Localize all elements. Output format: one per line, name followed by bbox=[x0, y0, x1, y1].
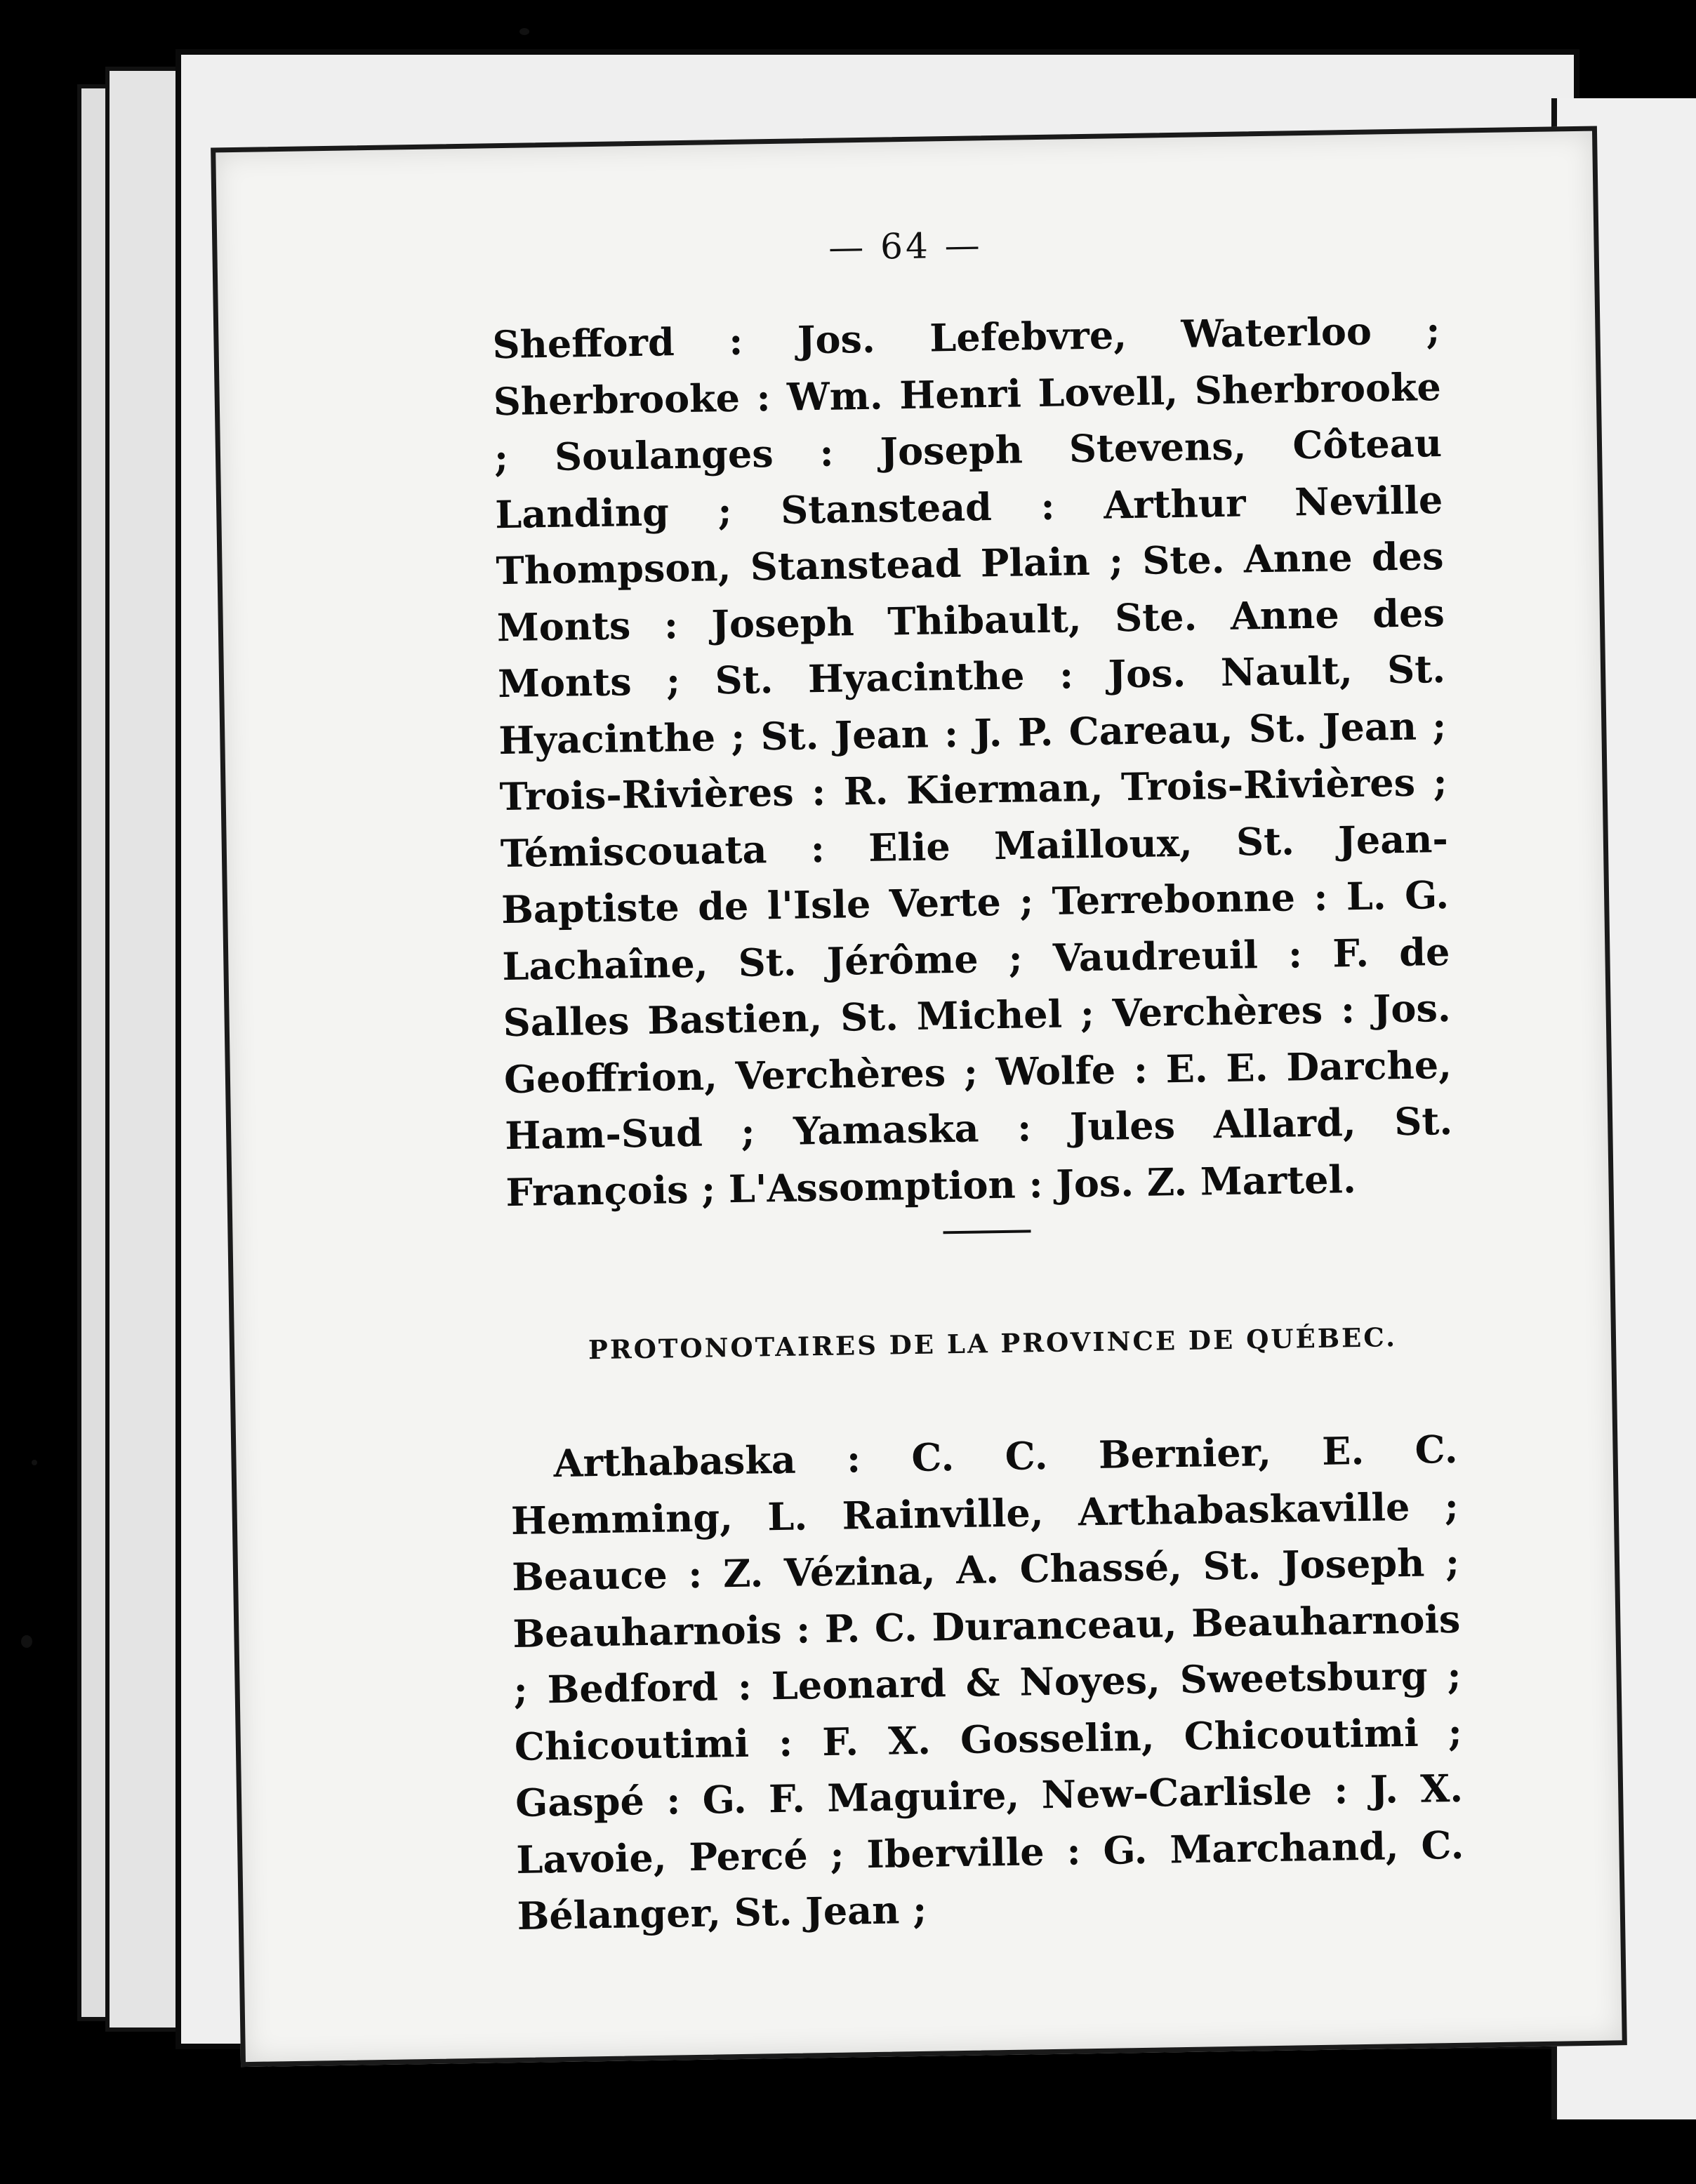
book-page bbox=[211, 126, 1627, 2067]
speck bbox=[32, 1460, 37, 1465]
section-divider bbox=[943, 1230, 1031, 1234]
protonotaires-listing: Arthabaska : C. C. Bernier, E. C. Hemming, L. Rainville, Arthabaskaville ; Beauce : Z. Vézina, A. Chassé, St. Joseph ; Beauharnois : P. C. Duranceau, Beauharnois ; Bedford : Leonard & Noyes, Sweetsburg ; Chicoutimi : F. X. Gosselin, Chicoutimi ; Gaspé : G. F. Maguire, New-Carlisle : J. X. Lavoie, Percé ; Iberville : G. Marchand, C. Bélanger, St. Jean ; bbox=[510, 1426, 1464, 1938]
section-heading: PROTONOTAIRES DE LA PROVINCE DE QUÉBEC. bbox=[588, 1321, 1398, 1366]
continued-listing: Shefford : Jos. Lefebvre, Waterloo ; Sherbrooke : Wm. Henri Lovell, Sherbrooke ; Soulanges : Joseph Stevens, Côteau Landing ; Stanstead : Arthur Neville Thompson, Stanstead Plain ; Ste. Anne des Monts : Joseph Thibault, Ste. Anne des Monts ; St. Hyacinthe : Jos. Nault, St. Hyacinthe ; St. Jean : J. P. Careau, St. Jean ; Trois-Rivières : R. Kierman, Trois-Rivières ; Témiscouata : Elie Mailloux, St. Jean-Baptiste de l'Isle Verte ; Terrebonne : L. G. Lachaîne, St. Jérôme ; Vaudreuil : F. de Salles Bastien, St. Michel ; Verchères : Jos. Geoffrion, Verchères ; Wolfe : E. E. Darche, Ham-Sud ; Yamaska : Jules Allard, St. François ; L'Assomption : Jos. Z. Martel. bbox=[492, 307, 1453, 1215]
page-number: — 64 — bbox=[828, 225, 983, 268]
speck bbox=[519, 28, 529, 35]
speck bbox=[21, 1635, 32, 1648]
